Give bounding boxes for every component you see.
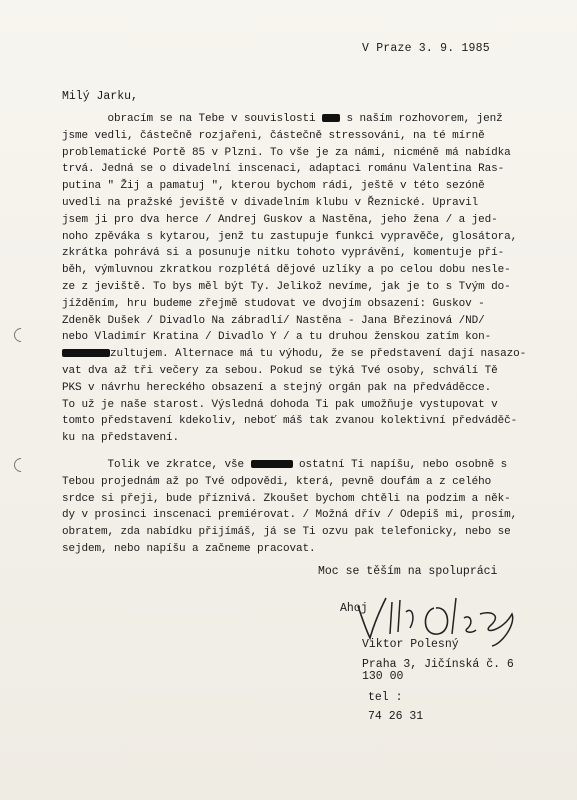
letter-line: srdce si přeji, bude příznivá. Zkoušet bychom chtěli na podzim a něk- — [62, 492, 511, 505]
letter-line: trvá. Jedná se o divadelní inscenaci, adaptaci románu Valentina Ras- — [62, 163, 505, 176]
letter-line: obratem, zda nabídku přijímáš, já se Ti ozvu pak telefonicky, nebo se — [62, 526, 511, 539]
address-line-2: 130 00 — [362, 670, 404, 683]
letter-line: jsme vedli, částečně rozjařeni, částečně stressováni, na té mírně — [62, 129, 485, 142]
letter-date: V Praze 3. 9. 1985 — [362, 42, 490, 55]
letter-line: nebo Vladimír Kratina / Divadlo Y / a tu druhou ženskou zatím kon- — [62, 331, 492, 344]
letter-line: problematické Portě 85 v Plzni. To vše je za námi, nicméně má nabídka — [62, 146, 511, 159]
telephone-label: tel : — [368, 691, 403, 704]
letter-line: noho zpěváka s kytarou, jenž tu zastupuje funkci vypravěče, glosátora, — [62, 230, 518, 243]
closing-line: Moc se těším na spolupráci — [318, 565, 498, 578]
address-line-1: Praha 3, Jičínská č. 6 — [362, 658, 514, 671]
redaction-mark — [322, 114, 340, 122]
ahoj-text: Ahoj — [340, 602, 368, 615]
letter-line: vat dva až tři večery za sebou. Pokud se týká Tvé osoby, schválí Tě — [62, 364, 498, 377]
letter-line: dy v prosinci inscenaci premiérovat. / Možná dřív / Odepiš mi, prosím, — [62, 509, 518, 522]
letter-line: běh, výmluvnou zkratkou rozplétá dějové uzlíky a po celou dobu nesle- — [62, 264, 511, 277]
letter-body — [62, 111, 562, 558]
letter-line: jsem ji pro dva herce / Andrej Guskov a Nastěna, jeho žena / a jed- — [62, 213, 498, 226]
letter-line: zultujem. Alternace má tu výhodu, že se představení dají nasazo- — [62, 346, 562, 363]
sender-name: Viktor Polesný — [362, 638, 459, 651]
redaction-mark — [62, 349, 110, 357]
paragraph-1 — [62, 111, 562, 447]
telephone-block — [368, 688, 423, 726]
greeting: Milý Jarku, — [62, 90, 138, 103]
letter-line: ze z jeviště. To bys měl být Ty. Jelikož nevíme, jak je to s Tvým do- — [62, 280, 511, 293]
punch-hole-mark — [11, 455, 31, 475]
letter-line: uvedli na pražské jeviště v divadelním klubu v Řeznické. Upravil — [62, 196, 479, 209]
letter-line: sejdem, nebo napíšu a začneme pracovat. — [62, 542, 316, 555]
letter-line: ku na představení. — [62, 432, 180, 445]
punch-hole-mark — [11, 325, 31, 345]
letter-line: To už je naše starost. Výsledná dohoda Ti pak umožňuje vystupovat v — [62, 398, 498, 411]
telephone-number: 74 26 31 — [368, 710, 424, 723]
redaction-mark — [251, 460, 293, 468]
letter-line: PKS v návrhu hereckého obsazení a stejný orgán pak na předváděcce. — [62, 381, 492, 394]
letter-line: Zdeněk Dušek / Divadlo Na zábradlí/ Nastěna - Jana Březinová /ND/ — [62, 314, 485, 327]
paragraph-2 — [62, 457, 562, 558]
letter-line: putina " Žij a pamatuj ", kterou bychom rádi, ještě v této sezóně — [62, 180, 485, 193]
letter-line: tomto představení kdekoliv, neboť máš tak zvanou kolektivní předváděč- — [62, 415, 518, 428]
sender-address — [362, 659, 514, 683]
letter-line: Tolik ve zkratce, vše ostatní Ti napíšu, nebo osobně s — [62, 458, 508, 471]
letter-line: jížděním, hru budeme zřejmě studovat ve dvojím obsazení: Guskov - — [62, 297, 485, 310]
letter-line: zkrátka pohrává si a posunuje nitku tohoto vyprávění, komentuje pří- — [62, 247, 505, 260]
paragraph-gap — [62, 447, 562, 457]
letter-line: obracím se na Tebe v souvislosti s naším rozhovorem, jenž — [62, 113, 503, 125]
letter-line: Tebou projednám až po Tvé odpovědi, která, pevně doufám a z celého — [62, 475, 492, 488]
